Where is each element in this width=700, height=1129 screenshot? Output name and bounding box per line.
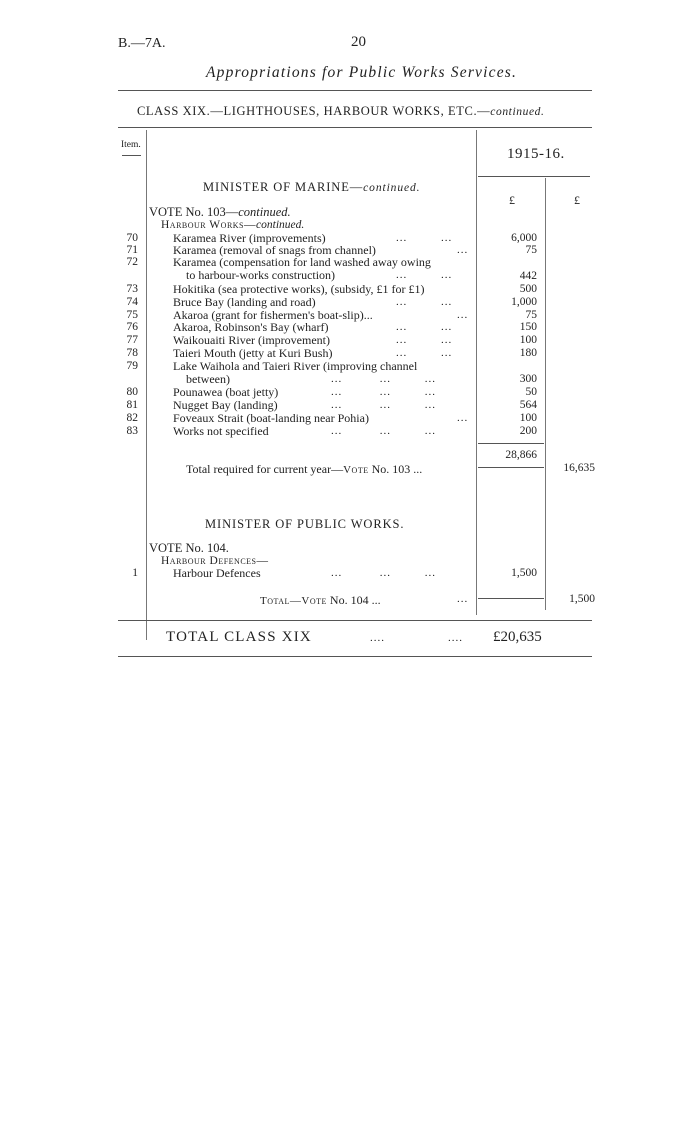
leader-dots: ... ... ... xyxy=(331,386,436,398)
leader-dots: ... xyxy=(457,593,469,605)
item-amount: 200 xyxy=(519,425,537,437)
leader-dots: ... ... xyxy=(396,269,453,281)
vote-103-subtotal: 28,866 xyxy=(505,449,537,461)
rule-header-top xyxy=(118,127,592,128)
vote-103-total-label xyxy=(186,462,422,477)
vote-104-rule xyxy=(478,598,544,599)
amount-column-divider xyxy=(476,130,477,615)
grand-total-dots-2: .... xyxy=(448,632,463,644)
class-heading xyxy=(137,104,545,119)
item-description: Harbour Defences xyxy=(173,566,261,580)
item-amount: 564 xyxy=(519,399,537,411)
item-number: 79 xyxy=(126,360,138,372)
year-column-header: 1915-16. xyxy=(507,146,565,162)
minister-public-works-heading: MINISTER OF PUBLIC WORKS. xyxy=(205,517,405,531)
item-description: Akaroa (grant for fishermen's boat-slip)... xyxy=(173,308,373,322)
total-column-divider xyxy=(545,178,546,610)
item-description: Works not specified xyxy=(173,424,269,438)
item-amount: 75 xyxy=(525,309,537,321)
item-number: 82 xyxy=(126,412,138,424)
item-amount: 50 xyxy=(525,386,537,398)
vote-103-heading xyxy=(149,205,291,220)
vote-104-heading: VOTE No. 104. xyxy=(149,541,229,555)
leader-dots: ... ... xyxy=(396,232,453,244)
item-number: 71 xyxy=(126,244,138,256)
item-amount: 150 xyxy=(519,321,537,333)
leader-dots: ... ... xyxy=(396,321,453,333)
leader-dots: ... ... ... xyxy=(331,373,436,385)
harbour-works-text: Harbour Works— xyxy=(161,219,257,231)
class-heading-main: CLASS XIX.—LIGHTHOUSES, HARBOUR WORKS, ETC.— xyxy=(137,104,491,118)
item-column-header: Item. xyxy=(121,140,141,150)
grand-total-label: TOTAL CLASS XIX xyxy=(166,629,312,645)
item-number: 78 xyxy=(126,347,138,359)
item-description: Taieri Mouth (jetty at Kuri Bush) xyxy=(173,346,333,360)
item-column-divider xyxy=(146,130,147,640)
item-description: Karamea (compensation for land washed away owing xyxy=(173,255,431,269)
page-title: Appropriations for Public Works Services. xyxy=(206,64,518,81)
leader-dots: ... ... ... xyxy=(331,567,436,579)
vote-104-total-text: Total— xyxy=(260,595,302,607)
vote-103-total: 16,635 xyxy=(563,462,595,474)
item-amount: 100 xyxy=(519,334,537,346)
item-number: 74 xyxy=(126,296,138,308)
item-description: Waikouaiti River (improvement) xyxy=(173,333,330,347)
vote-104-total-label xyxy=(260,593,381,608)
item-amount: 300 xyxy=(519,373,537,385)
item-description: Nugget Bay (landing) xyxy=(173,398,278,412)
item-description: Karamea River (improvements) xyxy=(173,231,326,245)
minister-marine-continued: continued. xyxy=(363,182,421,194)
item-description: Hokitika (sea protective works), (subsidy, £1 for £1) xyxy=(173,282,425,296)
item-description: Pounawea (boat jetty) xyxy=(173,385,279,399)
item-description: Lake Waihola and Taieri River (improving channel xyxy=(173,359,418,373)
vote-104-vote-word: Vote xyxy=(301,595,327,607)
item-description: Foveaux Strait (boat-landing near Pohia) xyxy=(173,411,369,425)
minister-marine-text: MINISTER OF MARINE— xyxy=(203,180,364,194)
item-header-underline xyxy=(122,155,141,156)
amount-header-rule xyxy=(478,176,590,177)
class-heading-continued: continued. xyxy=(490,106,545,118)
subtotal-under-rule xyxy=(478,467,544,468)
item-number: 73 xyxy=(126,283,138,295)
item-amount: 1,500 xyxy=(511,567,537,579)
rule-bottom xyxy=(118,656,592,657)
item-description: Karamea (removal of snags from channel) xyxy=(173,243,376,257)
harbour-defences-subheading: Harbour Defences— xyxy=(161,555,269,567)
leader-dots: ... ... ... xyxy=(331,399,436,411)
item-amount: 180 xyxy=(519,347,537,359)
page-number: 20 xyxy=(351,34,366,50)
item-number: 81 xyxy=(126,399,138,411)
vote-103-vote-word: Vote xyxy=(343,464,369,476)
item-amount: 1,000 xyxy=(511,296,537,308)
rule-top xyxy=(118,90,592,91)
grand-total-dots-1: .... xyxy=(370,632,385,644)
item-number: 72 xyxy=(126,256,138,268)
report-reference: B.—7A. xyxy=(118,36,166,51)
minister-marine-heading xyxy=(203,180,420,195)
vote-104-number: No. 104 ... xyxy=(329,593,381,607)
leader-dots: ... ... xyxy=(396,296,453,308)
item-amount: 75 xyxy=(525,244,537,256)
item-number: 77 xyxy=(126,334,138,346)
item-amount: 500 xyxy=(519,283,537,295)
item-number: 75 xyxy=(126,309,138,321)
leader-dots: ... xyxy=(457,412,469,424)
item-number: 83 xyxy=(126,425,138,437)
item-description-continued: between) xyxy=(186,372,230,386)
vote-103-number: No. 103 ... xyxy=(371,462,423,476)
grand-total-amount: £20,635 xyxy=(493,629,542,645)
leader-dots: ... ... xyxy=(396,347,453,359)
pound-symbol-subtotal: £ xyxy=(509,193,515,207)
item-description: Bruce Bay (landing and road) xyxy=(173,295,316,309)
rule-before-grand-total xyxy=(118,620,592,621)
item-number: 76 xyxy=(126,321,138,333)
subtotal-rule xyxy=(478,443,544,444)
leader-dots: ... ... ... xyxy=(331,425,436,437)
harbour-works-subheading xyxy=(161,219,304,231)
leader-dots: ... xyxy=(457,309,469,321)
item-amount: 6,000 xyxy=(511,232,537,244)
item-amount: 442 xyxy=(519,270,537,282)
item-description: Akaroa, Robinson's Bay (wharf) xyxy=(173,320,329,334)
harbour-works-continued: continued. xyxy=(256,219,305,231)
item-description-continued: to harbour-works construction) xyxy=(186,268,336,282)
vote-103-continued: continued. xyxy=(238,205,291,219)
item-amount: 100 xyxy=(519,412,537,424)
vote-103-text: VOTE No. 103— xyxy=(149,205,239,219)
vote-104-total: 1,500 xyxy=(569,593,595,605)
leader-dots: ... ... xyxy=(396,334,453,346)
pound-symbol-total: £ xyxy=(574,193,580,207)
item-number: 80 xyxy=(126,386,138,398)
leader-dots: ... xyxy=(457,244,469,256)
vote-103-total-text: Total required for current year— xyxy=(186,462,344,476)
item-number: 1 xyxy=(132,567,138,579)
item-number: 70 xyxy=(126,232,138,244)
